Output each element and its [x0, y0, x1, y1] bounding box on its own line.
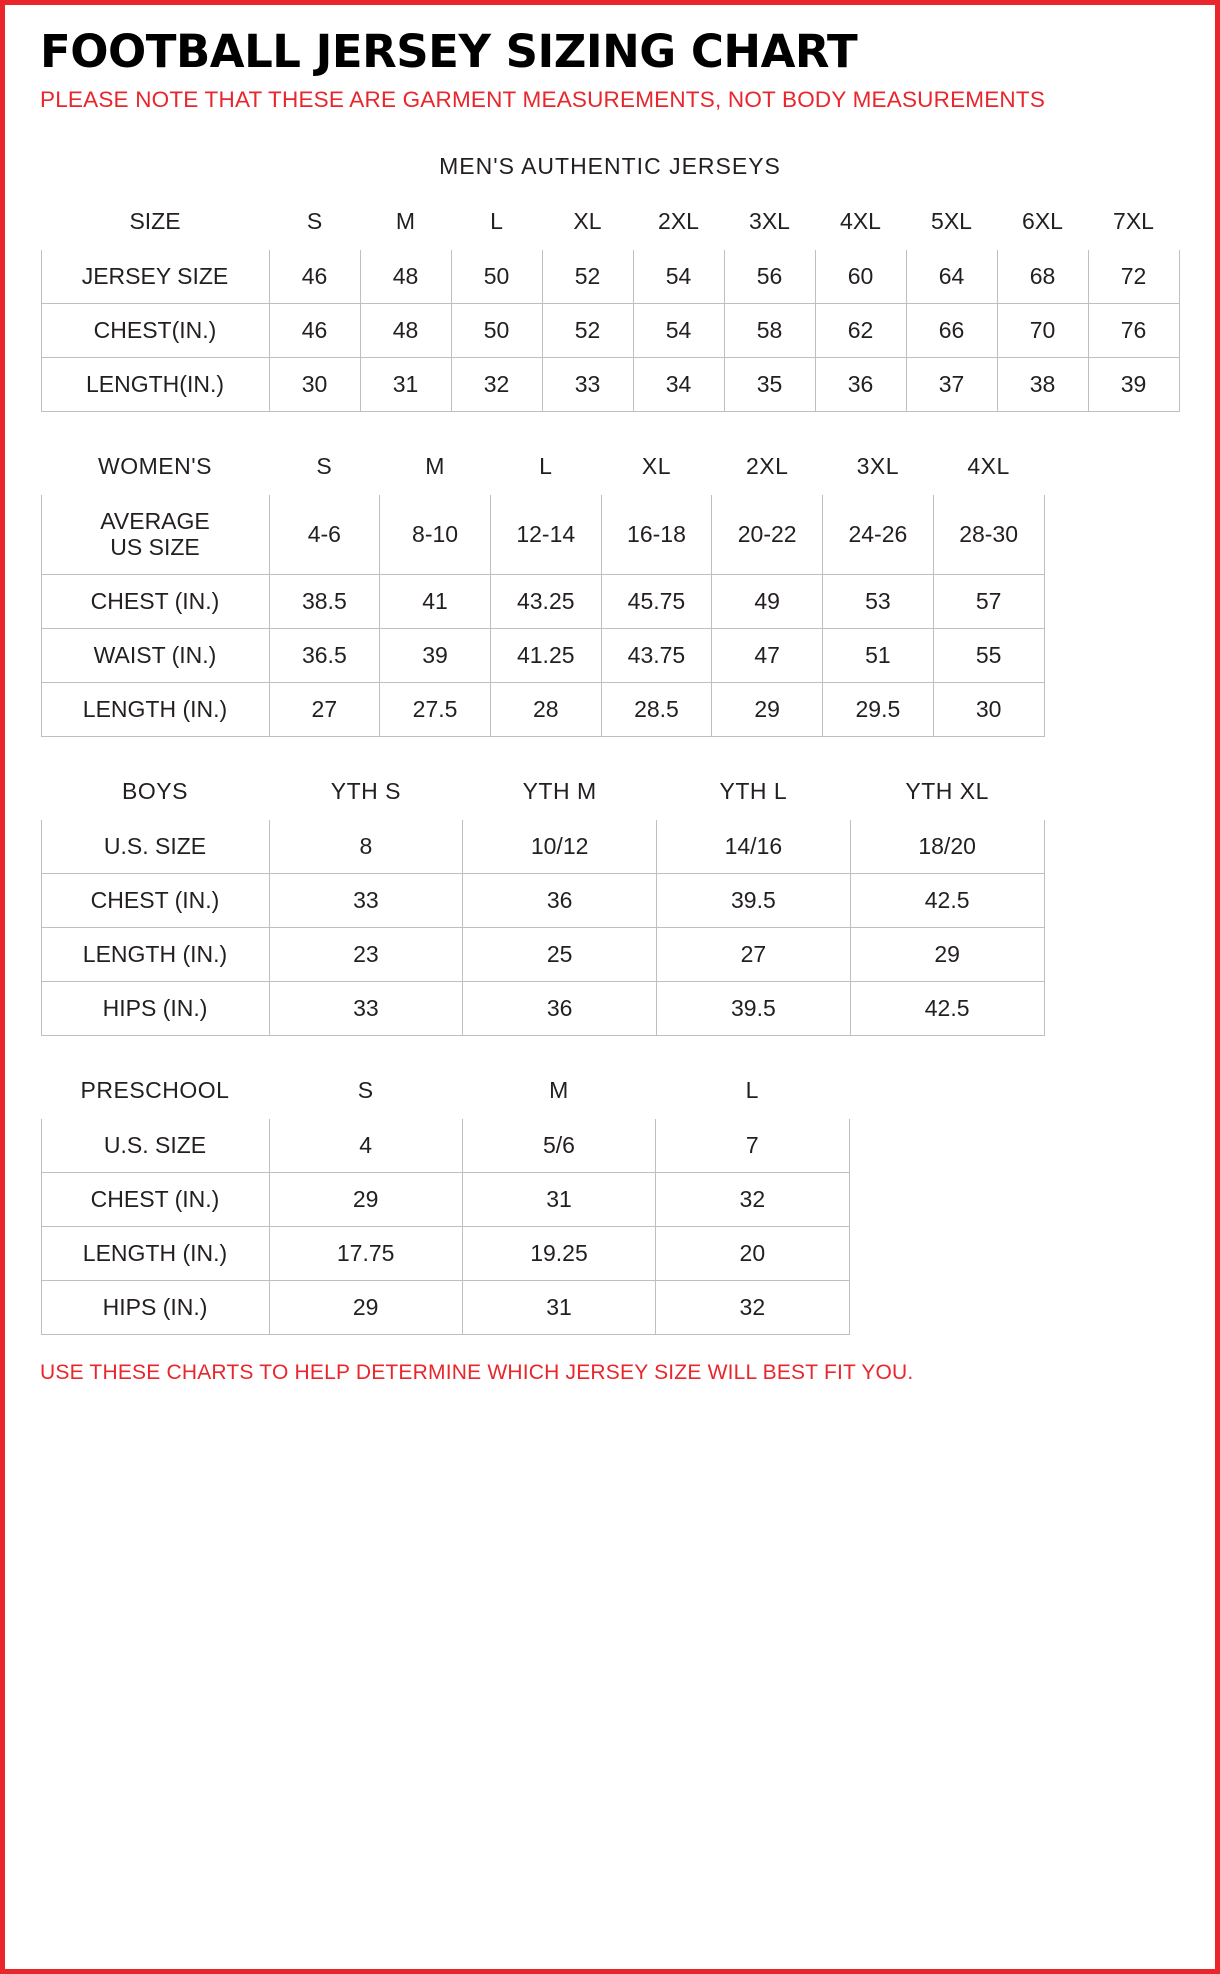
table-row [41, 249, 1179, 304]
preschool-cell: 7 [656, 1118, 849, 1173]
womens-cell: 41 [380, 574, 491, 628]
mens-col-l: L [451, 194, 542, 249]
table-row [41, 303, 1179, 357]
womens-cell: 41.25 [490, 628, 601, 682]
preschool-row-label: CHEST (IN.) [41, 1172, 269, 1226]
mens-cell: 52 [542, 249, 633, 304]
womens-col-3xl: 3XL [823, 439, 934, 494]
preschool-cell: 31 [462, 1172, 655, 1226]
boys-cell: 42.5 [850, 981, 1044, 1035]
mens-cell: 34 [633, 357, 724, 411]
mens-banner-row [41, 139, 1179, 194]
preschool-cell: 5/6 [462, 1118, 655, 1173]
preschool-cell: 4 [269, 1118, 462, 1173]
womens-cell: 28-30 [933, 494, 1044, 574]
page-title: FOOTBALL JERSEY SIZING CHART [40, 25, 858, 78]
womens-cell: 24-26 [823, 494, 934, 574]
table-row [41, 1172, 849, 1226]
womens-cell: 45.75 [601, 574, 712, 628]
womens-cell: 39 [380, 628, 491, 682]
womens-cell: 57 [933, 574, 1044, 628]
preschool-header-row [41, 1063, 849, 1118]
mens-cell: 72 [1088, 249, 1179, 304]
table-row [41, 574, 1044, 628]
womens-size-table [40, 438, 1045, 737]
table-row [41, 628, 1044, 682]
boys-cell: 42.5 [850, 873, 1044, 927]
womens-col-l: L [490, 439, 601, 494]
mens-cell: 54 [633, 303, 724, 357]
boys-cell: 25 [463, 927, 657, 981]
womens-col-m: M [380, 439, 491, 494]
footer-note: USE THESE CHARTS TO HELP DETERMINE WHICH JERSEY SIZE WILL BEST FIT YOU. [40, 1360, 914, 1384]
preschool-cell: 29 [269, 1172, 462, 1226]
page-border-right [1215, 0, 1220, 1974]
preschool-cell: 29 [269, 1280, 462, 1334]
mens-cell: 30 [269, 357, 360, 411]
mens-cell: 52 [542, 303, 633, 357]
mens-cell: 48 [360, 303, 451, 357]
mens-cell: 68 [997, 249, 1088, 304]
mens-col-size: SIZE [41, 194, 269, 249]
mens-cell: 62 [815, 303, 906, 357]
womens-cell: 43.75 [601, 628, 712, 682]
womens-cell: 12-14 [490, 494, 601, 574]
boys-cell: 36 [463, 873, 657, 927]
preschool-cell: 20 [656, 1226, 849, 1280]
boys-row-label: HIPS (IN.) [41, 981, 269, 1035]
mens-cell: 31 [360, 357, 451, 411]
womens-cell: 38.5 [269, 574, 380, 628]
preschool-cell: 17.75 [269, 1226, 462, 1280]
mens-row-label: LENGTH(IN.) [41, 357, 269, 411]
mens-cell: 76 [1088, 303, 1179, 357]
table-row [41, 1226, 849, 1280]
preschool-row-label: U.S. SIZE [41, 1118, 269, 1173]
mens-cell: 37 [906, 357, 997, 411]
boys-cell: 33 [269, 873, 463, 927]
boys-col-yth-xl: YTH XL [850, 764, 1044, 819]
mens-cell: 58 [724, 303, 815, 357]
womens-cell: 55 [933, 628, 1044, 682]
boys-col-yth-m: YTH M [463, 764, 657, 819]
mens-col-xl: XL [542, 194, 633, 249]
boys-col-title: BOYS [41, 764, 269, 819]
womens-cell: 28.5 [601, 682, 712, 736]
womens-row-label [41, 494, 269, 574]
mens-banner: MEN'S AUTHENTIC JERSEYS [41, 139, 1179, 194]
boys-cell: 14/16 [657, 819, 851, 874]
mens-col-3xl: 3XL [724, 194, 815, 249]
mens-col-7xl: 7XL [1088, 194, 1179, 249]
boys-cell: 10/12 [463, 819, 657, 874]
preschool-row-label: LENGTH (IN.) [41, 1226, 269, 1280]
boys-cell: 33 [269, 981, 463, 1035]
womens-col-s: S [269, 439, 380, 494]
womens-cell: 8-10 [380, 494, 491, 574]
mens-header-row [41, 194, 1179, 249]
womens-cell: 27 [269, 682, 380, 736]
mens-cell: 56 [724, 249, 815, 304]
womens-row-label: WAIST (IN.) [41, 628, 269, 682]
mens-col-4xl: 4XL [815, 194, 906, 249]
preschool-row-label: HIPS (IN.) [41, 1280, 269, 1334]
table-row [41, 1280, 849, 1334]
boys-size-table [40, 763, 1045, 1036]
mens-cell: 46 [269, 303, 360, 357]
page-border-left [0, 0, 5, 1974]
preschool-size-table [40, 1062, 850, 1335]
preschool-cell: 19.25 [462, 1226, 655, 1280]
mens-col-s: S [269, 194, 360, 249]
womens-cell: 16-18 [601, 494, 712, 574]
womens-cell: 51 [823, 628, 934, 682]
mens-cell: 32 [451, 357, 542, 411]
preschool-col-title: PRESCHOOL [41, 1063, 269, 1118]
boys-cell: 39.5 [657, 873, 851, 927]
mens-cell: 38 [997, 357, 1088, 411]
mens-cell: 66 [906, 303, 997, 357]
boys-cell: 18/20 [850, 819, 1044, 874]
womens-col-xl: XL [601, 439, 712, 494]
womens-cell: 43.25 [490, 574, 601, 628]
boys-cell: 23 [269, 927, 463, 981]
womens-col-title: WOMEN'S [41, 439, 269, 494]
mens-col-m: M [360, 194, 451, 249]
boys-col-yth-l: YTH L [657, 764, 851, 819]
mens-cell: 70 [997, 303, 1088, 357]
womens-cell: 30 [933, 682, 1044, 736]
womens-cell: 29.5 [823, 682, 934, 736]
page-border-bottom [0, 1969, 1220, 1974]
womens-cell: 36.5 [269, 628, 380, 682]
mens-col-2xl: 2XL [633, 194, 724, 249]
table-row [41, 494, 1044, 574]
mens-cell: 50 [451, 303, 542, 357]
womens-cell: 20-22 [712, 494, 823, 574]
mens-cell: 48 [360, 249, 451, 304]
womens-col-2xl: 2XL [712, 439, 823, 494]
mens-cell: 36 [815, 357, 906, 411]
boys-row-label: U.S. SIZE [41, 819, 269, 874]
page-border-top [0, 0, 1220, 5]
boys-cell: 27 [657, 927, 851, 981]
womens-cell: 28 [490, 682, 601, 736]
preschool-cell: 31 [462, 1280, 655, 1334]
boys-cell: 8 [269, 819, 463, 874]
mens-cell: 46 [269, 249, 360, 304]
table-row [41, 981, 1044, 1035]
womens-row-label: CHEST (IN.) [41, 574, 269, 628]
mens-row-label: JERSEY SIZE [41, 249, 269, 304]
table-row [41, 819, 1044, 874]
mens-cell: 35 [724, 357, 815, 411]
womens-header-row [41, 439, 1044, 494]
preschool-col-l: L [656, 1063, 849, 1118]
mens-row-label: CHEST(IN.) [41, 303, 269, 357]
table-row [41, 682, 1044, 736]
womens-cell: 49 [712, 574, 823, 628]
boys-cell: 29 [850, 927, 1044, 981]
table-row [41, 357, 1179, 411]
table-row [41, 873, 1044, 927]
mens-cell: 50 [451, 249, 542, 304]
mens-cell: 39 [1088, 357, 1179, 411]
preschool-cell: 32 [656, 1280, 849, 1334]
preschool-cell: 32 [656, 1172, 849, 1226]
womens-cell: 53 [823, 574, 934, 628]
womens-cell: 47 [712, 628, 823, 682]
mens-cell: 54 [633, 249, 724, 304]
preschool-col-s: S [269, 1063, 462, 1118]
boys-cell: 39.5 [657, 981, 851, 1035]
womens-col-4xl: 4XL [933, 439, 1044, 494]
mens-size-table [40, 138, 1180, 412]
womens-cell: 29 [712, 682, 823, 736]
mens-cell: 33 [542, 357, 633, 411]
mens-col-6xl: 6XL [997, 194, 1088, 249]
table-row [41, 1118, 849, 1173]
boys-row-label: CHEST (IN.) [41, 873, 269, 927]
boys-cell: 36 [463, 981, 657, 1035]
boys-col-yth-s: YTH S [269, 764, 463, 819]
preschool-col-m: M [462, 1063, 655, 1118]
table-row [41, 927, 1044, 981]
womens-row-label: LENGTH (IN.) [41, 682, 269, 736]
womens-cell: 4-6 [269, 494, 380, 574]
womens-cell: 27.5 [380, 682, 491, 736]
mens-cell: 60 [815, 249, 906, 304]
boys-row-label: LENGTH (IN.) [41, 927, 269, 981]
womens-row-label-line2: US SIZE [110, 534, 200, 561]
mens-cell: 64 [906, 249, 997, 304]
boys-header-row [41, 764, 1044, 819]
womens-row-label-line1: AVERAGE [100, 507, 210, 534]
mens-col-5xl: 5XL [906, 194, 997, 249]
page-subtitle: PLEASE NOTE THAT THESE ARE GARMENT MEASUREMENTS, NOT BODY MEASUREMENTS [40, 87, 1046, 113]
